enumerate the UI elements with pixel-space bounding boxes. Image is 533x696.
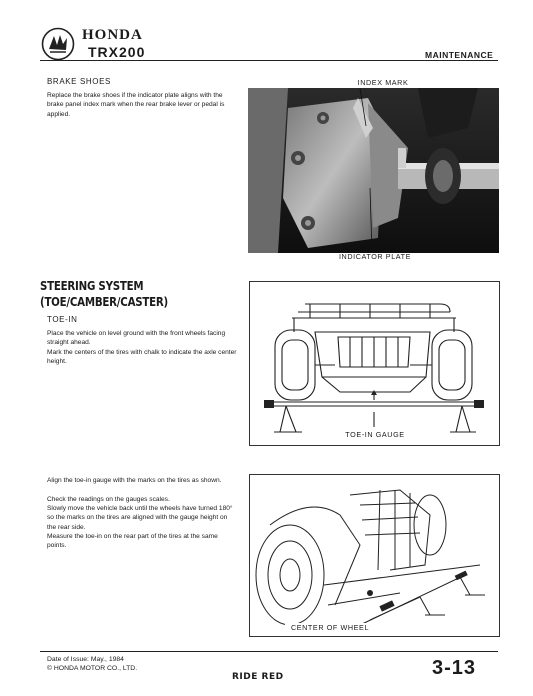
- model-name: TRX200: [88, 44, 146, 60]
- toe-in-text-1: Place the vehicle on level ground with the front wheels facing straight ahead.: [47, 330, 226, 347]
- gauge-text-2: Check the readings on the gauges scales.: [47, 496, 170, 503]
- toe-in-text-2: Mark the centers of the tires with chalk to indicate the axle center height.: [47, 349, 237, 366]
- gauge-text-3: Slowly move the vehicle back until the wheels have turned 180° so the marks on the tires are aligned with the gauge height on the rear side.: [47, 505, 233, 531]
- gauge-text-1: Align the toe-in gauge with the marks on the tires as shown.: [47, 477, 222, 484]
- brake-shoes-text: Replace the brake shoes if the indicator plate aligns with the brake panel index mark when the rear brake lever or pedal is applied.: [47, 92, 225, 118]
- steering-title-line1: STEERING SYSTEM: [40, 278, 144, 293]
- brand-name: HONDA: [82, 27, 143, 43]
- honda-wing-logo: [41, 27, 75, 61]
- footer-rule: [40, 651, 498, 652]
- toe-in-gauge-diagram: [249, 281, 500, 446]
- toe-in-gauge-label: TOE-IN GAUGE: [330, 430, 420, 439]
- page-number: 3-13: [432, 657, 477, 679]
- toe-in-subtitle: TOE-IN: [47, 315, 78, 324]
- ride-red-stamp: RIDE RED: [232, 672, 284, 682]
- copyright: © HONDA MOTOR CO., LTD.: [47, 665, 138, 672]
- section-heading: MAINTENANCE: [425, 50, 494, 60]
- center-of-wheel-label: CENTER OF WHEEL: [285, 623, 375, 632]
- center-of-wheel-diagram: [249, 474, 500, 637]
- indicator-plate-label: INDICATOR PLATE: [338, 252, 412, 261]
- steering-title-line2: (TOE/CAMBER/CASTER): [40, 294, 168, 309]
- steering-system-title: [40, 278, 168, 310]
- gauge-text-4: Measure the toe-in on the rear part of the tires at the same points.: [47, 533, 218, 550]
- brake-panel-photo: [248, 88, 499, 253]
- brake-shoes-title: BRAKE SHOES: [47, 77, 111, 86]
- issue-date: Date of Issue: May., 1984: [47, 656, 124, 663]
- index-mark-label: INDEX MARK: [357, 78, 409, 87]
- header-rule: [40, 60, 498, 61]
